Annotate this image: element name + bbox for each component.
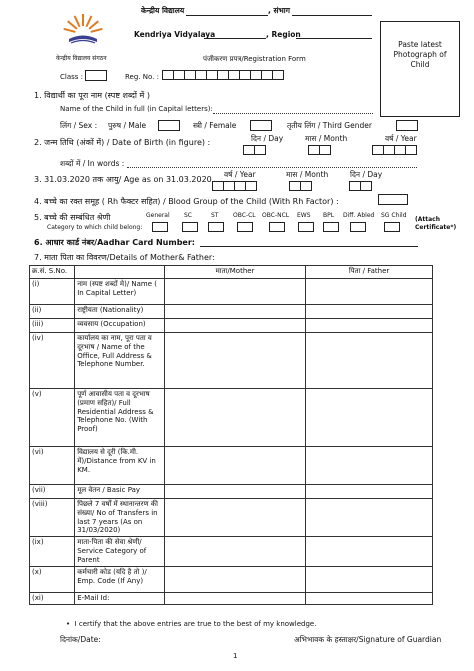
cat-box-diff-abled[interactable]: [350, 222, 366, 232]
row-desc: नाम (स्पष्ट शब्दों मे)/ Name ( In Capital Letter): [75, 279, 165, 305]
kvs-logo: [60, 12, 106, 52]
q5-heading: 5. बच्चे की सम्बंधित श्रेणी: [34, 213, 111, 222]
row-sno: (vi): [30, 447, 75, 485]
table-row: [30, 305, 433, 319]
row-desc: मूल वेतन / Basic Pay: [75, 485, 165, 499]
form-title: पंजीकरण प्रपत्र/Registration Form: [203, 55, 306, 63]
cat-box-general[interactable]: [152, 222, 168, 232]
region-label: , Region: [266, 30, 301, 39]
mother-cell[interactable]: [164, 389, 305, 447]
row-sno: (v): [30, 389, 75, 447]
row-desc: व्यवसाय (Occupation): [75, 319, 165, 333]
cat-bpl: BPL: [323, 212, 335, 219]
age-day-label: दिन / Day: [350, 170, 383, 179]
row-sno: (iii): [30, 319, 75, 333]
row-desc: विद्यालय से दूरी (कि.मी. में)/Distance from KV in KM.: [75, 447, 165, 485]
father-cell[interactable]: [306, 333, 433, 389]
cat-general: General: [146, 212, 170, 219]
male-label: पुरुष / Male: [108, 121, 147, 130]
row-sno: (x): [30, 567, 75, 593]
header-sno: क्र.सं. S.No.: [30, 266, 75, 279]
blood-group-box[interactable]: [378, 194, 408, 205]
age-month-boxes[interactable]: [290, 181, 312, 191]
header-desc: [75, 266, 165, 279]
attach-note: (Attach Certificate*): [415, 216, 457, 231]
age-day-boxes[interactable]: [350, 181, 372, 191]
table-row: [30, 319, 433, 333]
cat-diff-abled: Diff. Abled: [343, 212, 375, 219]
dob-year-boxes[interactable]: [373, 145, 417, 155]
table-row: [30, 279, 433, 305]
mother-cell[interactable]: [164, 305, 305, 319]
aadhar-line[interactable]: [200, 246, 418, 247]
sambhag-label: , संभाग: [268, 6, 290, 15]
cat-obc-ncl: OBC-NCL: [262, 212, 290, 219]
category-belong-label: Category to which child belong:: [47, 224, 143, 231]
age-year-label: वर्ष / Year: [224, 170, 256, 179]
name-line[interactable]: [213, 113, 373, 114]
mother-cell[interactable]: [164, 319, 305, 333]
row-sno: (xi): [30, 593, 75, 605]
father-cell[interactable]: [306, 389, 433, 447]
mother-cell[interactable]: [164, 593, 305, 605]
father-cell[interactable]: [306, 279, 433, 305]
row-sno: (i): [30, 279, 75, 305]
header-mother: माता/Mother: [164, 266, 305, 279]
father-cell[interactable]: [306, 447, 433, 485]
dob-month-boxes[interactable]: [309, 145, 331, 155]
cat-obc-cl: OBC-CL: [233, 212, 256, 219]
q2-heading: 2. जन्म तिथि (अंकों में) / Date of Birth (in figure) :: [34, 138, 211, 147]
row-desc: पूर्ण आवासीय पता व दूरभाष (प्रमाण सहित)/ Full Residential Address & Telephone No. (With Proof): [75, 389, 165, 447]
row-sno: (vii): [30, 485, 75, 499]
female-label: स्त्री / Female: [193, 121, 237, 130]
photo-box[interactable]: [380, 21, 460, 117]
cat-box-sc[interactable]: [182, 222, 198, 232]
mother-cell[interactable]: [164, 279, 305, 305]
parent-details-table: [29, 265, 433, 605]
row-desc: राष्ट्रीयता (Nationality): [75, 305, 165, 319]
table-row: [30, 593, 433, 605]
kv-hindi-label: केन्द्रीय विद्यालय: [141, 6, 185, 15]
q7-heading: 7. माता पिता का विवरण/Details of Mother& Father:: [34, 253, 215, 262]
row-desc: कार्यालय का नाम, पूरा पता व दूरभाष / Name of the Office, Full Address & Telephone Number.: [75, 333, 165, 389]
page-number: 1: [233, 652, 238, 660]
mother-cell[interactable]: [164, 447, 305, 485]
q3-heading: 3. 31.03.2020 तक आयु/ Age as on 31.03.2020: [34, 175, 212, 184]
cat-sg-child: SG Child: [381, 212, 407, 219]
sambhag-line[interactable]: [292, 15, 372, 16]
cat-box-sg-child[interactable]: [384, 222, 400, 232]
cat-box-st[interactable]: [208, 222, 224, 232]
header-father: पिता / Father: [306, 266, 433, 279]
row-desc: कर्मचारी कोड (यदि है तो )/ Emp. Code (If Any): [75, 567, 165, 593]
in-words-label: शब्दों में / In words :: [60, 159, 125, 168]
class-box[interactable]: [85, 70, 107, 81]
logo-caption: केन्द्रीय विद्यालय संगठन: [56, 55, 107, 62]
certify-text: • I certify that the above entries are true to the best of my knowledge.: [66, 620, 317, 628]
father-cell[interactable]: [306, 537, 433, 567]
row-sno: (viii): [30, 499, 75, 537]
dob-day-boxes[interactable]: [244, 145, 266, 155]
table-row: [30, 333, 433, 389]
row-sno: (iv): [30, 333, 75, 389]
cat-box-obc-cl[interactable]: [237, 222, 253, 232]
dob-month-label: मास / Month: [305, 134, 348, 143]
signature-label: अभिभावक के हस्ताक्षर/Signature of Guardian: [294, 635, 442, 644]
table-row: [30, 499, 433, 537]
certify-label: I certify that the above entries are true to the best of my knowledge.: [74, 620, 317, 628]
q4-heading: 4. बच्चे का रक्त समूह ( Rh फैक्टर सहित) / Blood Group of the Child (With Rh Factor) :: [34, 197, 339, 206]
reg-no-boxes[interactable]: [163, 70, 284, 80]
father-cell[interactable]: [306, 485, 433, 499]
father-cell[interactable]: [306, 319, 433, 333]
table-row: [30, 485, 433, 499]
in-words-line[interactable]: [127, 167, 417, 168]
photo-text: Paste latest Photograph of Child: [393, 40, 447, 70]
female-checkbox[interactable]: [250, 120, 272, 131]
row-sno: (ix): [30, 537, 75, 567]
date-label: दिनांक/Date:: [60, 635, 101, 644]
row-sno: (ii): [30, 305, 75, 319]
cat-ews: EWS: [297, 212, 311, 219]
region-line[interactable]: [296, 38, 372, 39]
father-cell[interactable]: [306, 305, 433, 319]
father-cell[interactable]: [306, 567, 433, 593]
third-gender-label: तृतीय लिंग / Third Gender: [287, 121, 372, 130]
mother-cell[interactable]: [164, 499, 305, 537]
cat-box-obc-ncl[interactable]: [269, 222, 285, 232]
kv-english-line[interactable]: [204, 38, 266, 39]
q1-subheading: Name of the Child in full (in Capital letters):: [60, 105, 213, 113]
male-checkbox[interactable]: [158, 120, 180, 131]
gender-label: लिंग / Sex :: [60, 121, 98, 130]
q1-heading: 1. विद्यार्थी का पूरा नाम (स्पष्ट शब्दों में ): [34, 91, 150, 100]
table-header-row: [30, 266, 433, 279]
row-desc: माता-पिता की सेवा श्रेणी/ Service Category of Parent: [75, 537, 165, 567]
mother-cell[interactable]: [164, 567, 305, 593]
mother-cell[interactable]: [164, 485, 305, 499]
age-year-boxes[interactable]: [213, 181, 257, 191]
cat-st: ST: [211, 212, 219, 219]
class-label: Class :: [60, 73, 83, 81]
mother-cell[interactable]: [164, 333, 305, 389]
cat-box-bpl[interactable]: [323, 222, 339, 232]
row-desc: E-Mail Id:: [75, 593, 165, 605]
row-desc: पिछले 7 वर्षों में स्थानान्तरण की संख्या/ No of Transfers in last 7 years (As on 31/03/2020): [75, 499, 165, 537]
dob-day-label: दिन / Day: [251, 134, 284, 143]
dob-year-label: वर्ष / Year: [385, 134, 417, 143]
father-cell[interactable]: [306, 499, 433, 537]
father-cell[interactable]: [306, 593, 433, 605]
kv-hindi-line[interactable]: [186, 15, 268, 16]
kv-english-label: Kendriya Vidyalaya: [134, 30, 216, 39]
cat-box-ews[interactable]: [298, 222, 314, 232]
q6-heading: 6. आधार कार्ड नंबर/Aadhar Card Number:: [34, 238, 195, 247]
age-month-label: मास / Month: [286, 170, 329, 179]
table-row: [30, 447, 433, 485]
third-gender-checkbox[interactable]: [396, 120, 418, 131]
mother-cell[interactable]: [164, 537, 305, 567]
reg-no-label: Reg. No. :: [125, 73, 159, 81]
cat-sc: SC: [184, 212, 192, 219]
table-row: [30, 567, 433, 593]
table-row: [30, 389, 433, 447]
table-row: [30, 537, 433, 567]
